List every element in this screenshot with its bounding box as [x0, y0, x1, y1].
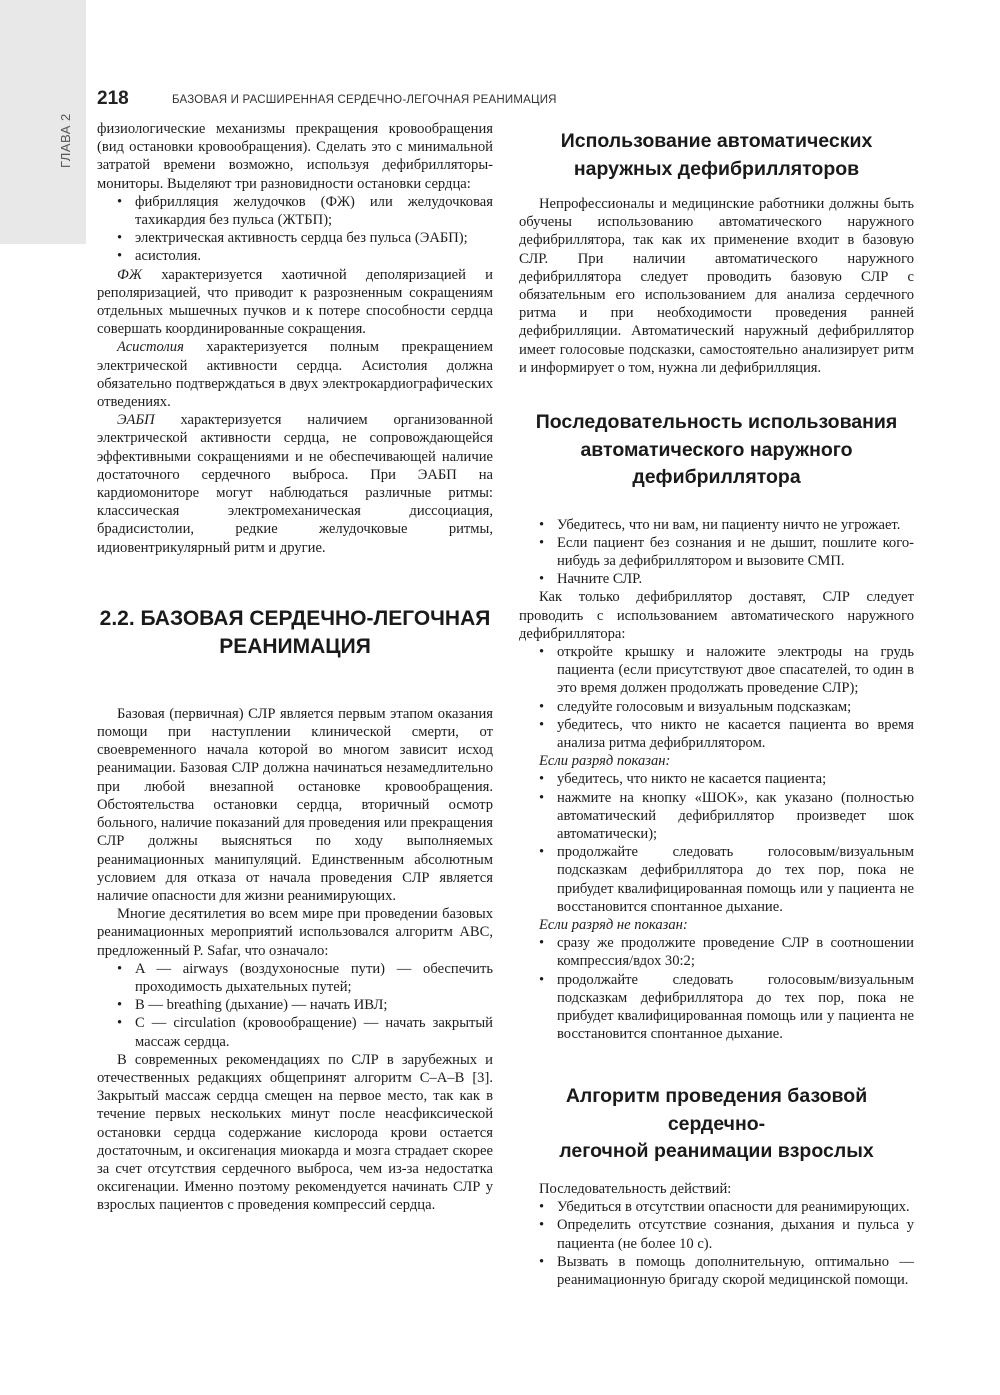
- paragraph: физиологические механизмы прекращения кровообращения (вид остановки кровообращения). Сделать это с минимальной затратой времени возможно, используя дефибрилляторы-мониторы. Выделяют три разновидности остановки сердца:: [97, 121, 493, 192]
- list-item: • Начните СЛР.: [519, 570, 914, 588]
- list-item: • C — circulation (кровообращение) — начать закрытый массаж сердца.: [97, 1014, 493, 1050]
- heading-line: легочной реанимации взрослых: [559, 1140, 874, 1163]
- list-item: • убедитесь, что никто не касается пациента;: [519, 770, 914, 788]
- first-steps-list: [519, 516, 914, 589]
- shock-not-indicated-list: [519, 934, 914, 1043]
- abc-list: [97, 960, 493, 1051]
- heading-line: Использование автоматических: [560, 130, 873, 152]
- heading-line: Последовательность использования: [535, 411, 898, 434]
- term: Асистолия: [117, 339, 184, 356]
- list-item: • продолжайте следовать голосовым/визуальным подсказкам дефибриллятора до тех пор, пока не прибудет квалифицированная помощь или у пациента не восстановится спонтанное дыхание.: [519, 971, 914, 1044]
- section-title-line: РЕАНИМАЦИЯ: [219, 634, 371, 658]
- list-item: • следуйте голосовым и визуальным подсказкам;: [519, 698, 914, 716]
- section-title-line: 2.2. БАЗОВАЯ СЕРДЕЧНО-ЛЕГОЧНАЯ: [99, 606, 491, 630]
- list-item: • откройте крышку и наложите электроды на грудь пациента (если присутствуют двое спасателей, то один в это время должен продолжать проведение СЛР);: [519, 643, 914, 698]
- right-column: [519, 128, 914, 1289]
- paragraph: [97, 411, 493, 557]
- list-item: • Определить отсутствие сознания, дыхания и пульса у пациента (не более 10 с).: [519, 1216, 914, 1252]
- page-number: 218: [97, 88, 129, 109]
- shock-indicated-label: Если разряд показан:: [539, 753, 671, 770]
- heading-line: наружных дефибрилляторов: [573, 157, 860, 180]
- subsection-title-bls-algorithm: [519, 1083, 914, 1166]
- list-item: • Убедитесь, что ни вам, ни пациенту ничто не угрожает.: [519, 516, 914, 534]
- paragraph: Многие десятилетия во всем мире при проведении базовых реанимационных мероприятий использовался алгоритм ABC, предложенный P. Safar, что означало:: [97, 906, 493, 959]
- term: ЭАБП: [117, 412, 155, 429]
- list-item: • электрическая активность сердца без пульса (ЭАБП);: [97, 229, 493, 247]
- paragraph: [97, 266, 493, 339]
- paragraph: В современных рекомендациях по СЛР в зарубежных и отечественных редакциях общепринят алгоритм C–A–B [3]. Закрытый массаж сердца смещен на первое место, так как в течение первых нескольких минут после неасфиксической остановки сердца содержание кислорода крови остается достаточным, и оксигенация миокарда и мозга страдает скорее за счет отсутствия сердечного выброса, чем из-за недостатка оксигенации. Именно поэтому рекомендуется начинать СЛР у взрослых пациентов с проведения компрессий сердца.: [97, 1051, 493, 1214]
- left-column: [97, 120, 493, 1215]
- section-title: [97, 605, 493, 661]
- list-item: • B — breathing (дыхание) — начать ИВЛ;: [97, 996, 493, 1014]
- paragraph-text: характеризуется полным прекращением электрической активности сердца. Асистолия должна обязательно подтверждаться в двух электрокардиографических отведениях.: [97, 339, 493, 411]
- bls-actions-list: [519, 1198, 914, 1289]
- term: ФЖ: [117, 266, 143, 283]
- heading-line: автоматического наружного: [580, 438, 853, 461]
- paragraph: [97, 338, 493, 411]
- list-item: • A — airways (воздухоносные пути) — обеспечить проходимость дыхательных путей;: [97, 960, 493, 996]
- list-item: • сразу же продолжите проведение СЛР в соотношении компрессия/вдох 30:2;: [519, 934, 914, 970]
- list-item: • продолжайте следовать голосовым/визуальным подсказкам дефибриллятора до тех пор, пока не прибудет квалифицированная помощь или у пациента не восстановится спонтанное дыхание.: [519, 843, 914, 916]
- shock-indicated-list: [519, 770, 914, 916]
- paragraph: Базовая (первичная) СЛР является первым этапом оказания помощи при наступлении клинической смерти, от своевременного начала которой во многом зависит исход реанимации. Базовая СЛР должна начинаться незамедлительно при любой внезапной остановке кровообращения. Обстоятельства остановки сердца, вторичный осмотр больного, наличие показаний для проведения или прекращения СЛР должны выясняться по ходу выполняемых реанимационных манипуляций. Единственным абсолютным условием для отказа от начала проведения СЛР является наличие опасности для жизни реанимирующих.: [97, 705, 493, 904]
- list-item: • нажмите на кнопку «ШОК», как указано (полностью автоматический дефибриллятор произведет шок автоматически);: [519, 789, 914, 844]
- heading-line: Алгоритм проведения базовой сердечно-: [565, 1085, 868, 1135]
- arrest-types-list: [97, 193, 493, 266]
- list-item: • асистолия.: [97, 247, 493, 265]
- running-title: БАЗОВАЯ И РАСШИРЕННАЯ СЕРДЕЧНО-ЛЕГОЧНАЯ РЕАНИМАЦИЯ: [172, 94, 557, 106]
- chapter-side-tab: [0, 0, 86, 244]
- list-item: • убедитесь, что никто не касается пациента во время анализа ритма дефибриллятором.: [519, 716, 914, 752]
- aed-steps-list: [519, 643, 914, 752]
- list-item: • Вызвать в помощь дополнительную, оптимально — реанимационную бригаду скорой медицинской помощи.: [519, 1253, 914, 1289]
- subsection-title-aed: [519, 128, 914, 183]
- shock-not-indicated-label: Если разряд не показан:: [539, 917, 688, 933]
- subsection-title-aed-sequence: [519, 409, 914, 492]
- paragraph: Последовательность действий:: [539, 1180, 732, 1197]
- list-item: • фибрилляция желудочков (ФЖ) или желудочковая тахикардия без пульса (ЖТБП);: [97, 193, 493, 229]
- paragraph-text: характеризуется наличием организованной электрической активности сердца, не сопровождающейся эффективными сокращениями и не обеспечивающей наличие достаточного сердечного выброса. При ЭАБП на кардиомониторе могут наблюдаться различные ритмы: классическая электромеханическая диссоциация, брадисистолии, редкие желудочковые ритмы, идиовентрикулярный ритм и другие.: [97, 412, 493, 556]
- paragraph: Как только дефибриллятор доставят, СЛР следует проводить с использованием автоматического наружного дефибриллятора:: [519, 589, 914, 642]
- paragraph: Непрофессионалы и медицинские работники должны быть обучены использованию автоматического наружного дефибриллятора, так как их применение входит в базовую СЛР. При наличии автоматического наружного дефибриллятора следует проводить базовую СЛР с обязательным его использованием для анализа сердечного ритма и при необходимости проведения ранней дефибрилляции. Автоматический наружный дефибриллятор имеет голосовые подсказки, самостоятельно анализирует ритм и информирует о том, нужна ли дефибрилляция.: [519, 196, 914, 376]
- heading-line: дефибриллятора: [632, 466, 801, 489]
- list-item: • Убедиться в отсутствии опасности для реанимирующих.: [519, 1198, 914, 1216]
- chapter-label: ГЛАВА 2: [58, 113, 73, 168]
- paragraph-text: характеризуется хаотичной деполяризацией и реполяризацией, что приводит к разрозненным сокращениям отдельных мышечных пучков и к потере способности сердца совершать координированные сокращения.: [97, 266, 493, 338]
- list-item: • Если пациент без сознания и не дышит, пошлите кого-нибудь за дефибриллятором и вызовите СМП.: [519, 534, 914, 570]
